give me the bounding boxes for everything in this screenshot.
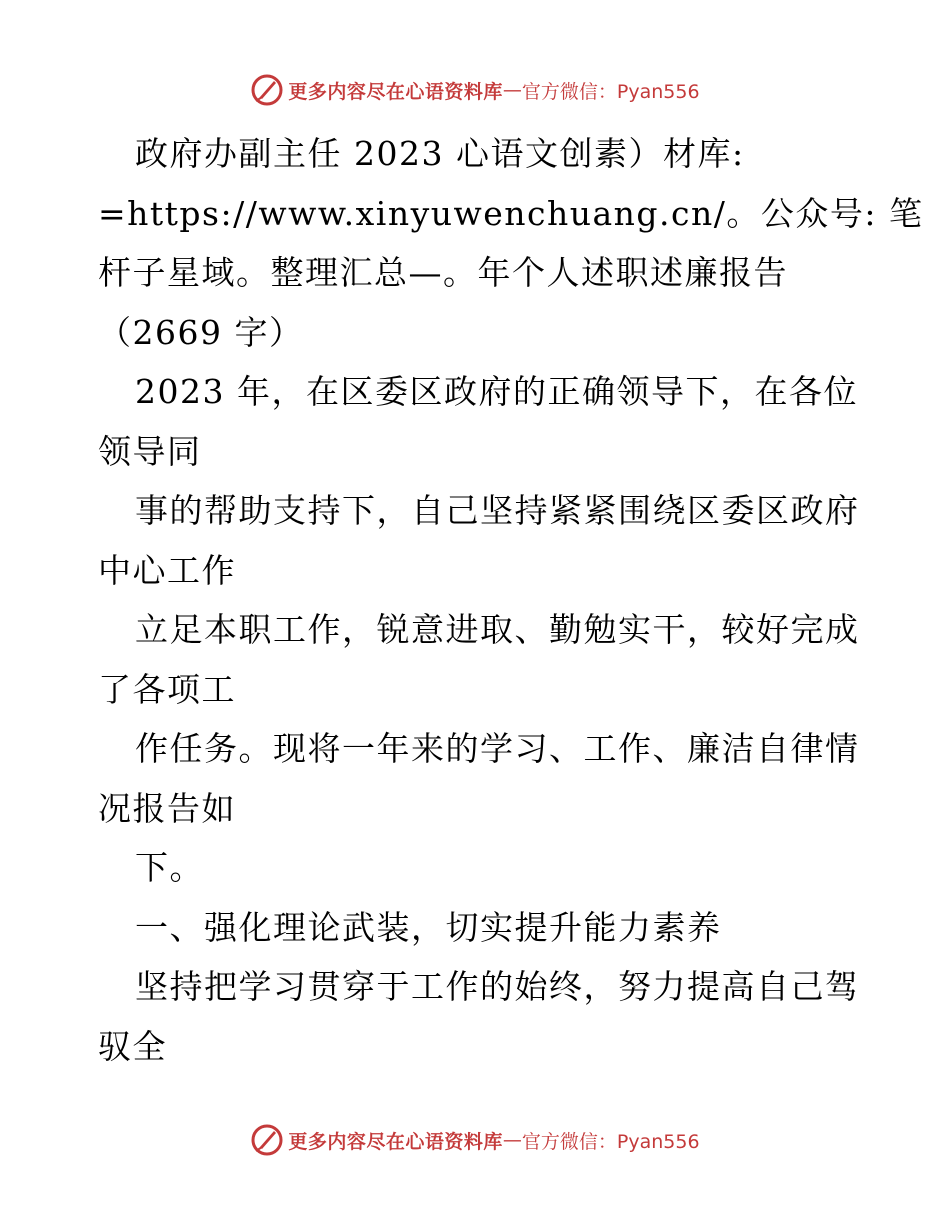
watermark-brand: 更多内容尽在心语资料库 [288, 80, 503, 103]
section-heading: 一、强化理论武装，切实提升能力素养 [135, 907, 722, 947]
header-watermark [0, 72, 950, 108]
quill-logo-icon [250, 1123, 284, 1157]
text-line: 作任务。现将一年来的学习、工作、廉洁自律情 [135, 729, 860, 768]
watermark-separator: — [502, 1129, 522, 1151]
text-line: 杆子星域。整理汇总—。年个人述职述廉报告 [98, 253, 788, 292]
quill-logo-icon [250, 73, 284, 107]
watermark-brand: 更多内容尽在心语资料库 [288, 1130, 503, 1153]
text-line: 立足本职工作，锐意进取、勤勉实干，较好完成 [135, 610, 860, 649]
watermark-contact: 官方微信：Pyan556 [521, 1130, 700, 1153]
text-line: 况报告如 [98, 788, 236, 828]
text-line: 坚持把学习贯穿于工作的始终，努力提高自己驾 [135, 967, 860, 1006]
watermark-separator: — [502, 79, 522, 101]
text-line: （2669 字） [98, 312, 304, 352]
text-line: 了各项工 [98, 669, 236, 709]
watermark-contact: 官方微信：Pyan556 [521, 80, 700, 103]
text-line: 驭全 [98, 1026, 167, 1066]
text-line: =https://www.xinyuwenchuang.cn/。公众号: 笔 [98, 193, 924, 233]
text-line: 下。 [135, 848, 204, 887]
text-line: 领导同 [98, 431, 202, 471]
text-line: 2023 年，在区委区政府的正确领导下，在各位 [135, 372, 858, 411]
text-line: 中心工作 [98, 550, 236, 590]
footer-watermark [0, 1122, 950, 1158]
text-line: 政府办副主任 2023 心语文创素）材库: [135, 134, 745, 173]
text-line: 事的帮助支持下，自己坚持紧紧围绕区委区政府 [135, 491, 860, 530]
document-body [98, 124, 924, 1076]
